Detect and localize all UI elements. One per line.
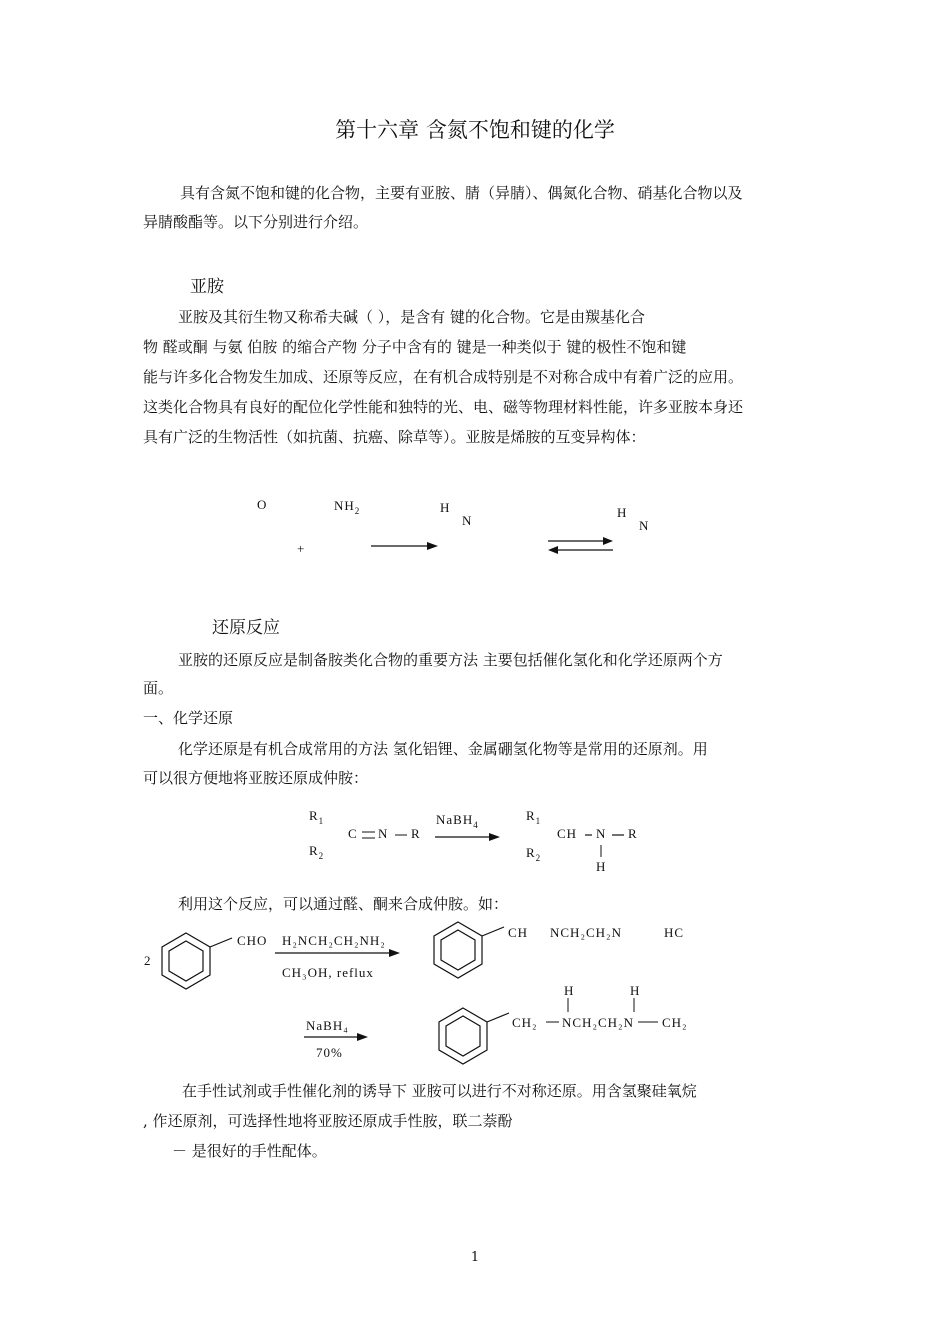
scheme2-product-n: N: [596, 826, 607, 841]
scheme3-cho: CHO: [237, 933, 268, 948]
scheme3-coefficient: 2: [144, 953, 152, 968]
scheme3-ch2-left: CH₂: [512, 1015, 538, 1030]
scheme2-r: R: [411, 826, 421, 841]
intro-line-1: 具有含氮不饱和键的化合物，主要有亚胺、腈（异腈）、偶氮化合物、硝基化合物以及: [180, 184, 743, 202]
final-line-3: － 是很好的手性配体。: [172, 1142, 327, 1160]
subheading-chemical-reduction: 一、化学还原: [143, 709, 234, 727]
imine-line-3: 能与许多化合物发生加成、还原等反应，在有机合成特别是不对称合成中有着广泛的应用。: [143, 368, 744, 386]
scheme2-reagent: NaBH$_4$: [436, 812, 479, 830]
scheme1-equilibrium-arrow: [548, 537, 613, 554]
scheme3-h-left: H: [564, 983, 575, 998]
scheme1-imine-n: N: [462, 513, 473, 528]
scheme3-product-ch: CH: [508, 925, 529, 940]
scheme3-reagent-top: H₂NCH₂CH₂NH₂: [282, 933, 386, 948]
scheme3-ch2-right: CH₂: [662, 1015, 688, 1030]
reduction-line-1: 亚胺的还原反应是制备胺类化合物的重要方法 主要包括催化氢化和化学还原两个方: [178, 651, 723, 669]
scheme2-arrow: [435, 833, 500, 841]
scheme1-enamine-n: N: [639, 518, 650, 533]
scheme2-product-r1: $R_1$: [526, 808, 542, 826]
scheme2-carbon: C: [348, 826, 358, 841]
text-line-synthesis: 利用这个反应，可以通过醛、酮来合成仲胺。如：: [178, 895, 509, 913]
scheme1-oxygen: O: [257, 497, 268, 512]
scheme3-reagent-bottom: CH₃OH, reflux: [282, 965, 374, 980]
scheme2-r1: $R_1$: [309, 808, 325, 826]
scheme3-mid2: NCH₂CH₂N: [562, 1015, 634, 1030]
final-line-1: 在手性试剂或手性催化剂的诱导下 亚胺可以进行不对称还原。用含氢聚硅氧烷: [182, 1082, 697, 1100]
imine-line-4: 这类化合物具有良好的配位化学性能和独特的光、电、磁等物理材料性能，许多亚胺本身还: [143, 398, 744, 416]
benzene-ring-1: [162, 933, 232, 989]
imine-line-2: 物 醛或酮 与氨 伯胺 的缩合产物 分子中含有的 键是一种类似于 键的极性不饱和键: [143, 338, 687, 356]
scheme2-double-bond: [362, 832, 375, 838]
scheme2-product-r2: $R_2$: [526, 845, 542, 863]
scheme2-product-r: R: [628, 826, 638, 841]
scheme3-arrow-1: [275, 949, 400, 957]
scheme1-enamine-h: H: [617, 505, 628, 520]
page-number: 1: [470, 1250, 480, 1265]
reduction-line-4: 可以很方便地将亚胺还原成仲胺：: [143, 769, 369, 787]
scheme3-arrow-2: [304, 1033, 368, 1041]
final-line-2: , 作还原剂，可选择性地将亚胺还原成手性胺，联二萘酚: [143, 1112, 513, 1130]
page-title: 第十六章 含氮不饱和键的化学: [335, 118, 615, 142]
intro-line-2: 异腈酸酯等。以下分别进行介绍。: [143, 213, 369, 231]
reduction-line-2: 面。: [143, 679, 174, 697]
scheme2-product-h: H: [596, 859, 607, 874]
scheme2-nitrogen: N: [378, 826, 389, 841]
imine-line-1: 亚胺及其衍生物又称希夫碱（ ），是含有 键的化合物。它是由羰基化合: [178, 308, 646, 326]
scheme1-plus: +: [297, 541, 306, 556]
section-heading-reduction: 还原反应: [212, 618, 280, 638]
scheme3-nabh4: NaBH₄: [306, 1018, 349, 1033]
imine-line-5: 具有广泛的生物活性（如抗菌、抗癌、除草等）。亚胺是烯胺的互变异构体：: [143, 428, 646, 446]
benzene-ring-3: [439, 1008, 509, 1064]
scheme3-yield: 70%: [316, 1045, 343, 1060]
scheme3-product-hc: HC: [664, 925, 685, 940]
scheme1-imine-h: H: [440, 500, 451, 515]
benzene-ring-2: [434, 922, 504, 978]
scheme3-product-mid: NCH₂CH₂N: [550, 925, 622, 940]
scheme3-h-right: H: [630, 983, 641, 998]
reduction-line-3: 化学还原是有机合成常用的方法 氢化铝锂、金属硼氢化物等是常用的还原剂。用: [178, 740, 708, 758]
scheme2-product-ch: CH: [557, 826, 578, 841]
scheme2-r2: $R_2$: [309, 843, 325, 861]
scheme1-arrow: [371, 542, 438, 550]
section-heading-imine: 亚胺: [190, 277, 224, 297]
scheme1-amine: $NH_2$: [334, 498, 361, 516]
